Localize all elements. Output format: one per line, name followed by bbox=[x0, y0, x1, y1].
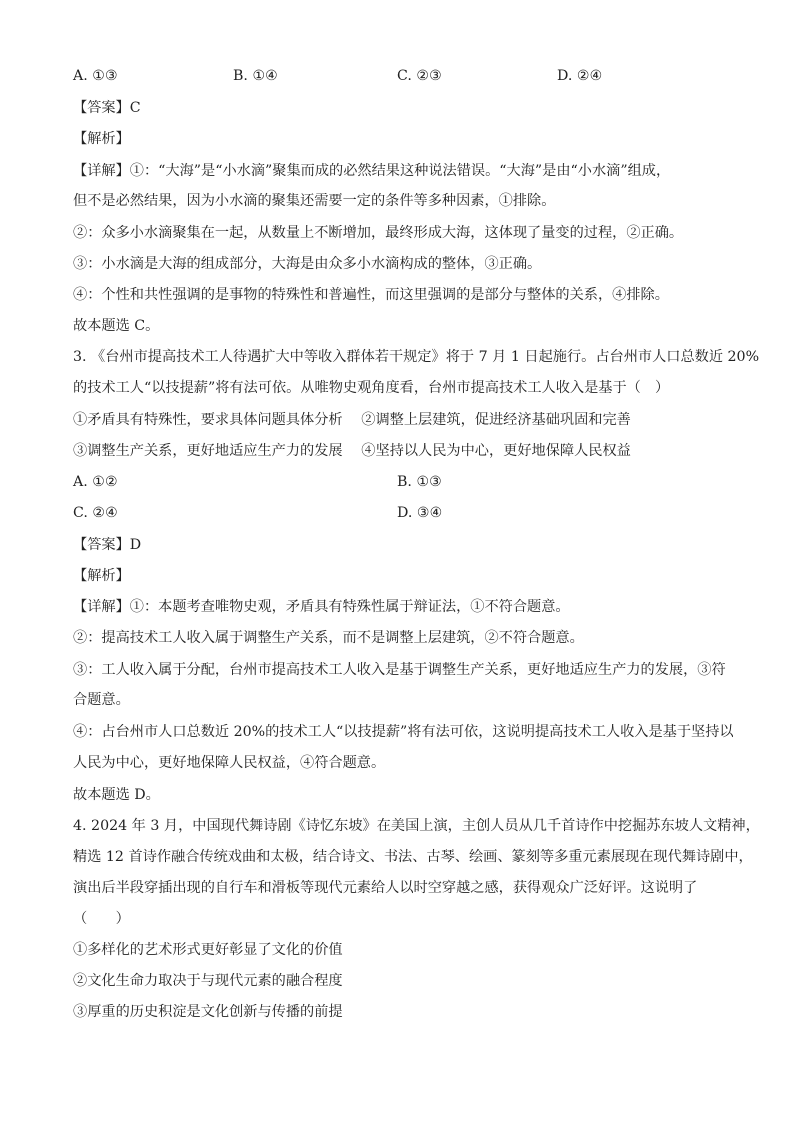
q4-stem-line-1: 4. 2024 年 3 月，中国现代舞诗剧《诗忆东坡》在美国上演，主创人员从几千首诗作中挖掘苏东坡人文精神， bbox=[73, 818, 760, 834]
q2-option-d: D. ②④ bbox=[557, 68, 603, 84]
q3-detail-line-3: ③：工人收入属于分配，台州市提高技术工人收入是基于调整生产关系，更好地适应生产力的发展，③符 bbox=[73, 662, 726, 678]
q4-stem-bracket: （ ） bbox=[73, 911, 130, 927]
q3-statement-1-2: ①矛盾具有特殊性，要求具体问题具体分析 ②调整上层建筑，促进经济基础巩固和完善 bbox=[73, 412, 631, 428]
q2-detail-line-3: ②：众多小水滴聚集在一起，从数量上不断增加，最终形成大海，这体现了量变的过程，②正确。 bbox=[73, 225, 684, 241]
q3-stem-line-1: 3. 《台州市提高技术工人待遇扩大中等收入群体若干规定》将于 7 月 1 日起施行。占台州市人口总数近 20% bbox=[73, 349, 760, 365]
q2-detail-line-1: 【详解】①：“大海”是“小水滴”聚集而成的必然结果这种说法错误。“大海”是由“小水滴”组成， bbox=[73, 163, 671, 179]
q2-option-c: C. ②③ bbox=[397, 68, 442, 84]
q2-detail-line-2: 但不是必然结果，因为小水滴的聚集还需要一定的条件等多种因素，①排除。 bbox=[73, 193, 556, 209]
q4-stem-line-3: 演出后半段穿插出现的自行车和滑板等现代元素给人以时空穿越之感，获得观众广泛好评。这说明了 bbox=[73, 880, 698, 896]
q3-analysis-label: 【解析】 bbox=[73, 568, 130, 584]
q3-option-a: A. ①② bbox=[73, 474, 118, 490]
q2-conclusion: 故本题选 C。 bbox=[73, 318, 160, 334]
q3-option-c: C. ②④ bbox=[73, 505, 118, 521]
q3-detail-line-4: 合题意。 bbox=[73, 692, 130, 708]
q3-conclusion: 故本题选 D。 bbox=[73, 787, 160, 803]
q2-detail-line-5: ④：个性和共性强调的是事物的特殊性和普遍性，而这里强调的是部分与整体的关系，④排除。 bbox=[73, 287, 669, 303]
q3-option-b: B. ①③ bbox=[397, 474, 442, 490]
q3-detail-line-2: ②：提高技术工人收入属于调整生产关系，而不是调整上层建筑，②不符合题意。 bbox=[73, 630, 584, 646]
q4-stem-line-2: 精选 12 首诗作融合传统戏曲和太极，结合诗文、书法、古琴、绘画、篆刻等多重元素展现在现代舞诗剧中， bbox=[73, 849, 753, 865]
q2-option-b: B. ①④ bbox=[233, 68, 278, 84]
q2-analysis-label: 【解析】 bbox=[73, 131, 130, 147]
q3-option-d: D. ③④ bbox=[397, 505, 443, 521]
q3-statement-3-4: ③调整生产关系，更好地适应生产力的发展 ④坚持以人民为中心，更好地保障人民权益 bbox=[73, 443, 631, 459]
q3-stem-line-2: 的技术工人“以技提薪”将有法可依。从唯物史观角度看，台州市提高技术工人收入是基于（ ） bbox=[73, 380, 670, 396]
q4-statement-3: ③厚重的历史积淀是文化创新与传播的前提 bbox=[73, 1004, 343, 1020]
q3-answer: 【答案】D bbox=[73, 537, 142, 553]
q2-answer: 【答案】C bbox=[73, 100, 141, 116]
q3-detail-line-1: 【详解】①：本题考查唯物史观，矛盾具有特殊性属于辩证法，①不符合题意。 bbox=[73, 599, 570, 615]
q4-statement-1: ①多样化的艺术形式更好彰显了文化的价值 bbox=[73, 942, 343, 958]
q2-option-a: A. ①③ bbox=[73, 68, 118, 84]
q3-detail-line-5: ④：占台州市人口总数近 20%的技术工人“以技提薪”将有法可依，这说明提高技术工人收入是基于坚持以 bbox=[73, 724, 734, 740]
q2-detail-line-4: ③：小水滴是大海的组成部分，大海是由众多小水滴构成的整体，③正确。 bbox=[73, 256, 542, 272]
q3-detail-line-6: 人民为中心，更好地保障人民权益，④符合题意。 bbox=[73, 755, 386, 771]
q4-statement-2: ②文化生命力取决于与现代元素的融合程度 bbox=[73, 973, 343, 989]
